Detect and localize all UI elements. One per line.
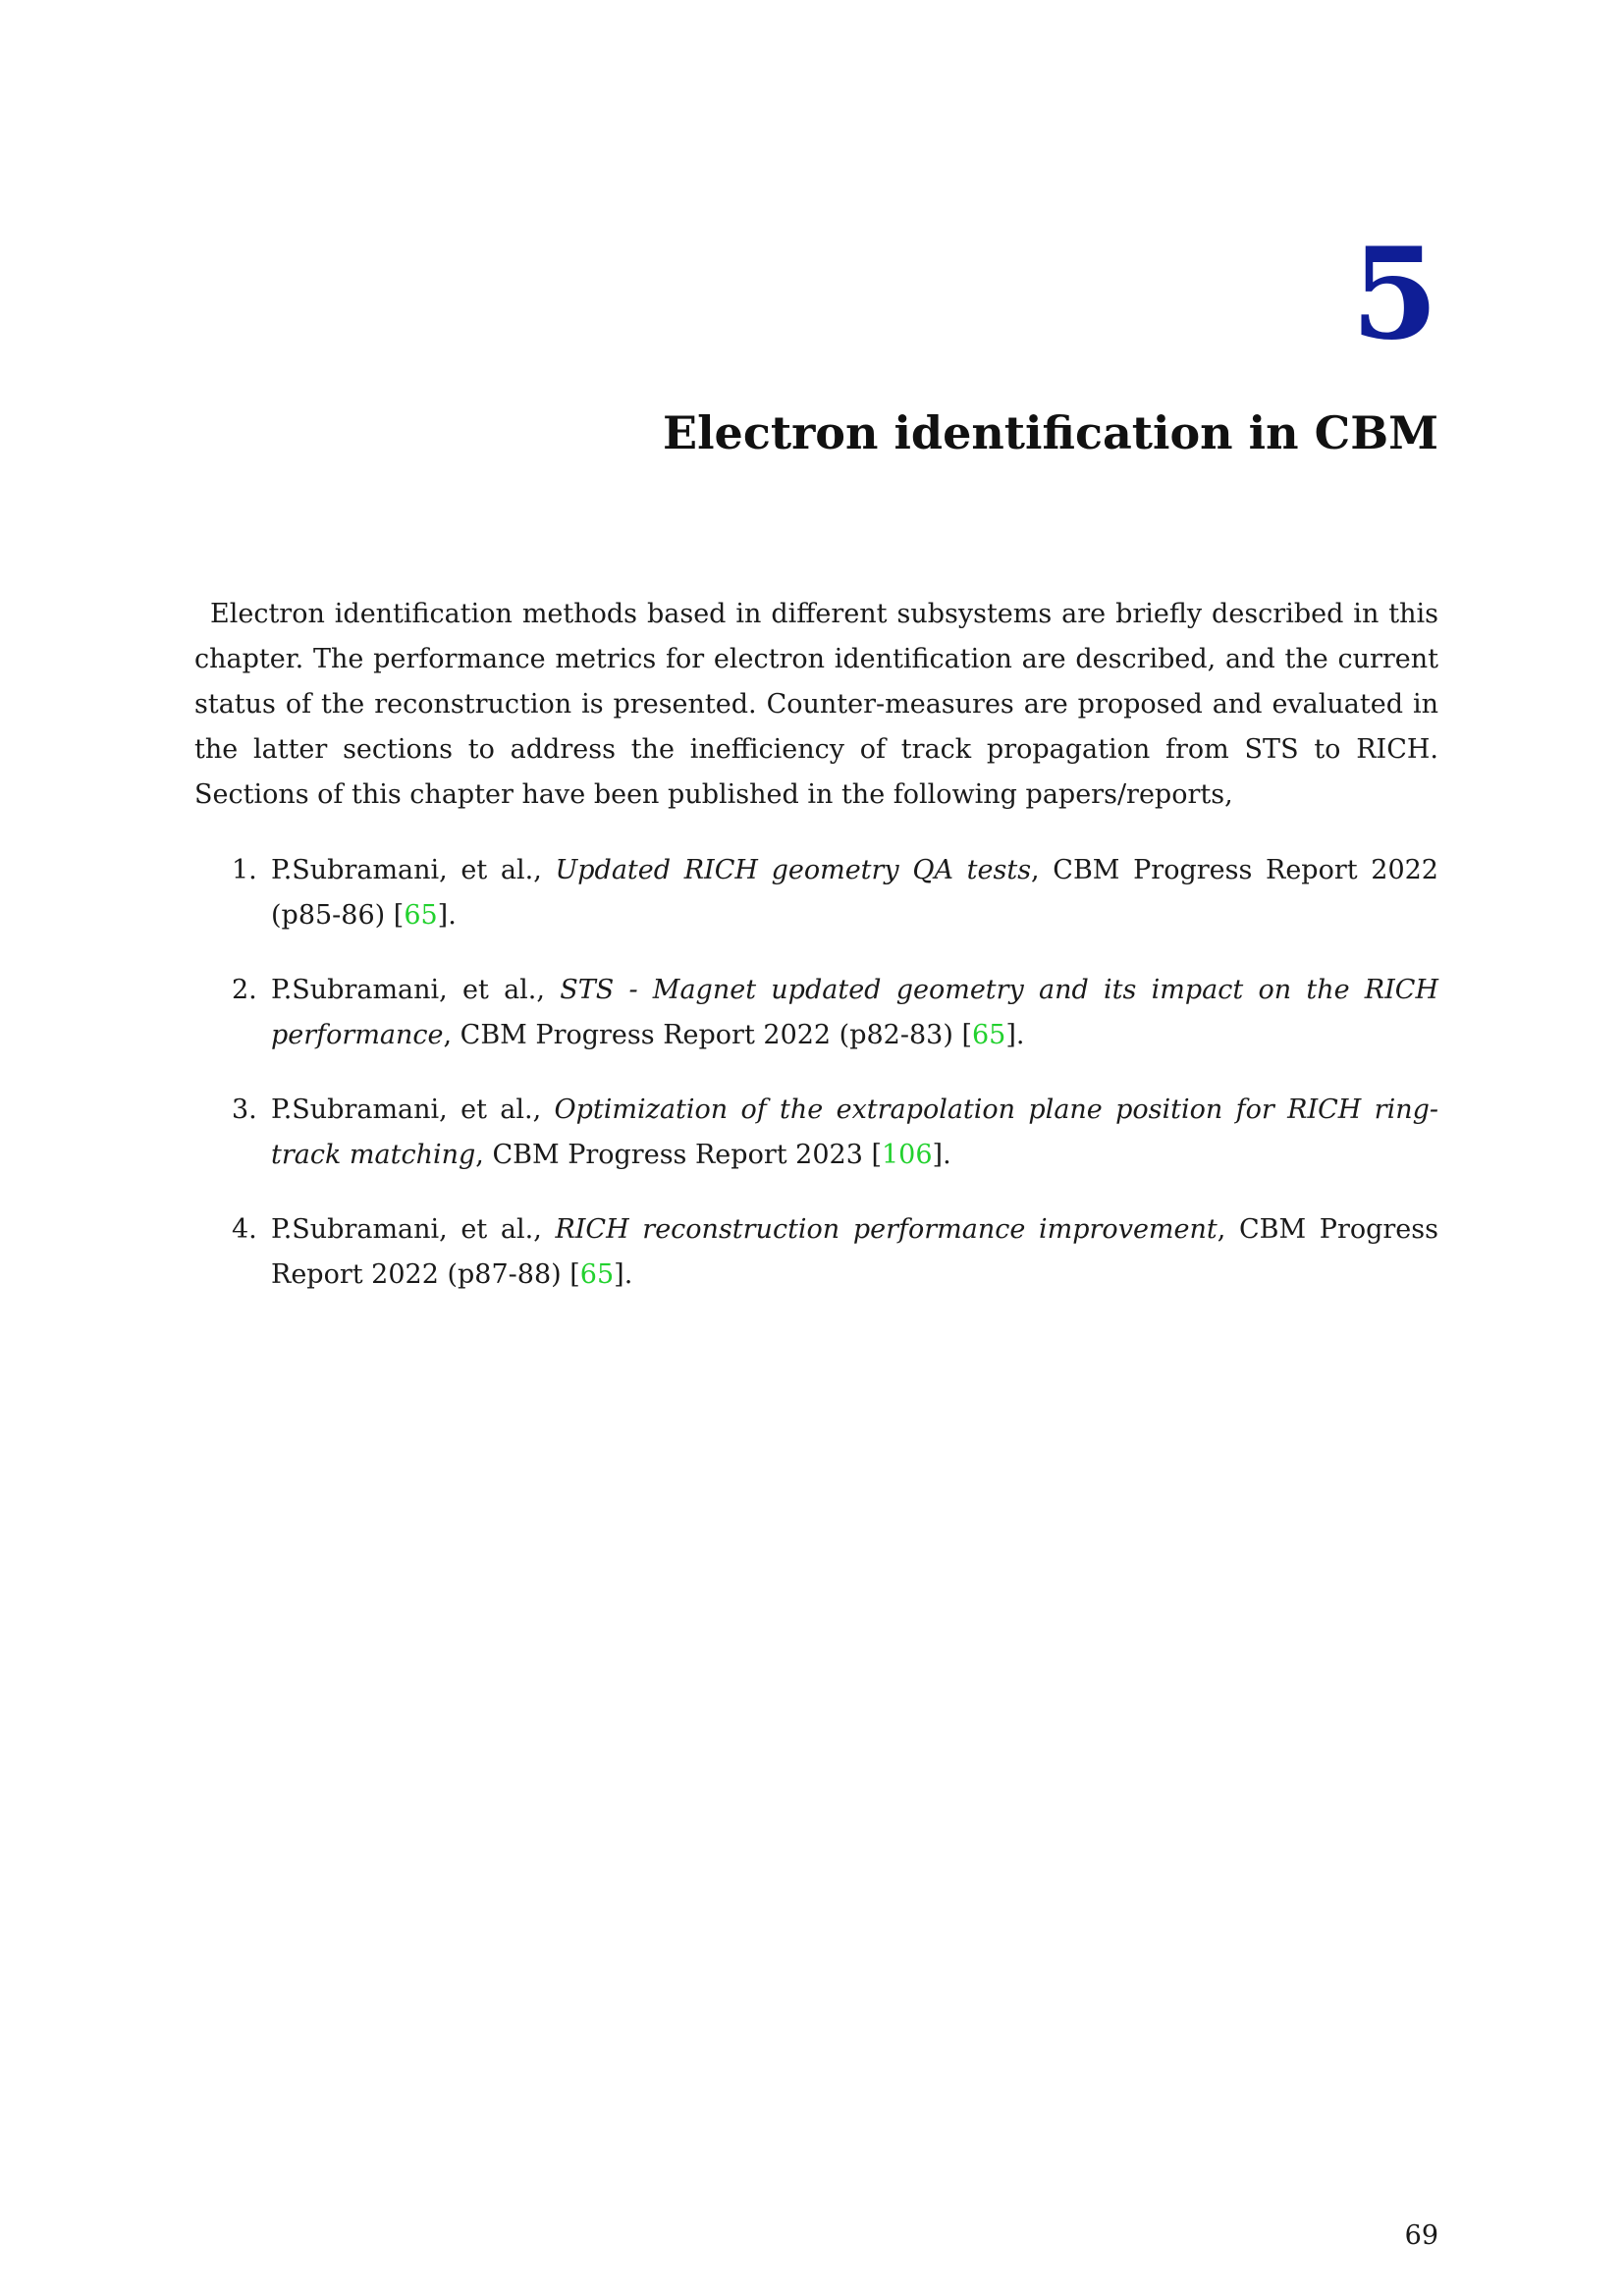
publication-title: STS - Magnet updated geometry and its impact on the RICH performance	[271, 975, 1438, 1050]
citation-link[interactable]: 65	[404, 900, 438, 931]
publication-list	[194, 848, 1438, 1327]
publication-venue: , CBM Progress Report 2022 (p87-88) [	[271, 1214, 1438, 1290]
publication-number: 3.	[232, 1095, 257, 1125]
citation-link[interactable]: 65	[972, 1020, 1006, 1050]
publication-item	[194, 1088, 1438, 1178]
publication-end: ].	[614, 1259, 633, 1290]
publication-end: ].	[932, 1140, 951, 1170]
publication-item	[194, 848, 1438, 938]
publication-title: Optimization of the extrapolation plane position for RICH ring-track matching	[271, 1095, 1439, 1170]
chapter-title: Electron identification in CBM	[663, 406, 1438, 459]
publication-title: Updated RICH geometry QA tests	[555, 855, 1032, 885]
publication-authors: P.Subramani, et al.,	[271, 975, 561, 1005]
page-number: 69	[1404, 2220, 1438, 2251]
publication-item	[194, 968, 1438, 1058]
publication-title: RICH reconstruction performance improvement	[555, 1214, 1218, 1245]
publication-number: 1.	[232, 855, 257, 885]
intro-paragraph: Electron identification methods based in different subsystems are briefly described in this chapter. The performance metrics for electron identification are described, and the current status of the reconstruction is presented. Counter-measures are proposed and evaluated in the latter sections to address the inefficiency of track propagation from STS to RICH. Sections of this chapter have been published in the following papers/reports,	[194, 599, 1438, 810]
publication-authors: P.Subramani, et al.,	[271, 1214, 556, 1245]
publication-authors: P.Subramani, et al.,	[271, 1095, 555, 1125]
citation-link[interactable]: 65	[579, 1259, 615, 1290]
chapter-number: 5	[1350, 221, 1438, 368]
publication-end: ].	[1005, 1020, 1025, 1050]
publication-venue: , CBM Progress Report 2022 (p85-86) [	[271, 855, 1438, 931]
publication-venue: , CBM Progress Report 2023 [	[475, 1140, 882, 1170]
publication-authors: P.Subramani, et al.,	[271, 855, 556, 885]
publication-number: 4.	[232, 1214, 257, 1245]
publication-end: ].	[437, 900, 457, 931]
publication-venue: , CBM Progress Report 2022 (p82-83) [	[443, 1020, 972, 1050]
citation-link[interactable]: 106	[882, 1140, 933, 1170]
publication-number: 2.	[232, 975, 257, 1005]
publication-item	[194, 1207, 1438, 1298]
